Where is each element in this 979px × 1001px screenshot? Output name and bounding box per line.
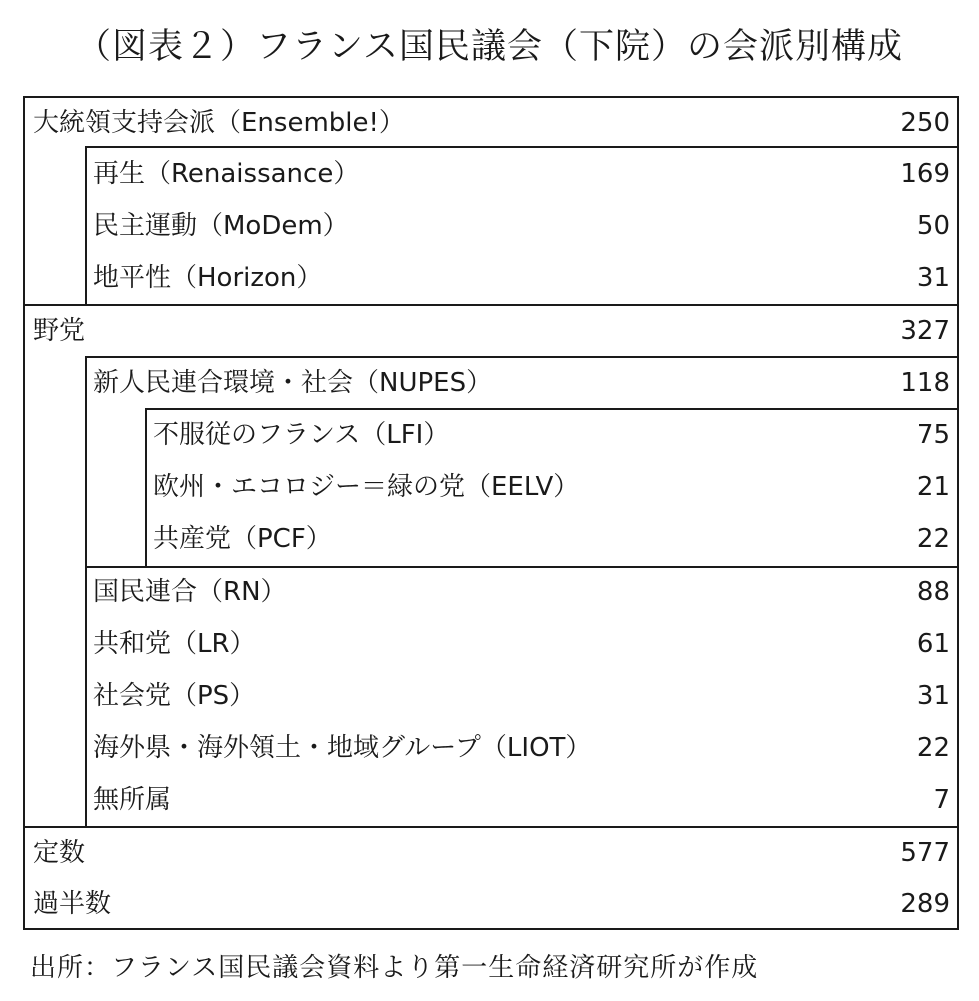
- row-value: 577: [900, 838, 950, 868]
- row-label: 再生（Renaissance）: [93, 159, 360, 189]
- row-label: 大統領支持会派（Ensemble!）: [33, 108, 405, 138]
- table-row: [153, 513, 950, 565]
- table-row: [93, 774, 950, 826]
- table-row: [93, 618, 950, 670]
- row-value: 61: [916, 629, 950, 659]
- row-value: 169: [900, 159, 950, 189]
- row-label: 野党: [33, 316, 86, 346]
- table-row: [33, 827, 950, 879]
- row-value: 22: [916, 733, 950, 763]
- table-row: [93, 200, 950, 252]
- table-row: [93, 566, 950, 618]
- table-row: [153, 461, 950, 513]
- row-label: 海外県・海外領土・地域グループ（LIOT）: [93, 733, 592, 763]
- row-label: 不服従のフランス（LFI）: [153, 420, 450, 450]
- row-label: 国民連合（RN）: [93, 577, 287, 607]
- table-row: [33, 305, 950, 357]
- table-row: [93, 357, 950, 409]
- row-value: 289: [900, 889, 950, 919]
- row-value: 50: [916, 211, 950, 241]
- row-value: 88: [916, 577, 950, 607]
- row-value: 31: [916, 681, 950, 711]
- table-row: [93, 252, 950, 304]
- row-value: 22: [916, 524, 950, 554]
- row-value: 31: [916, 263, 950, 293]
- row-label: 欧州・エコロジー＝緑の党（EELV）: [153, 472, 580, 502]
- row-label: 共産党（PCF）: [153, 524, 332, 554]
- table-row: [33, 878, 950, 930]
- row-label: 共和党（LR）: [93, 629, 256, 659]
- row-value: 327: [900, 316, 950, 346]
- row-label: 民主運動（MoDem）: [93, 211, 349, 241]
- row-label: 地平性（Horizon）: [93, 263, 323, 293]
- source-note: 出所：フランス国民議会資料より第一生命経済研究所が作成: [30, 953, 759, 983]
- table-row: [153, 409, 950, 461]
- row-value: 118: [900, 368, 950, 398]
- table-row: [93, 670, 950, 722]
- row-value: 75: [916, 420, 950, 450]
- row-label: 新人民連合環境・社会（NUPES）: [93, 368, 493, 398]
- row-label: 過半数: [33, 889, 112, 919]
- row-label: 社会党（PS）: [93, 681, 256, 711]
- row-label: 定数: [33, 838, 86, 868]
- page-title: （図表２）フランス国民議会（下院）の会派別構成: [76, 27, 903, 67]
- table-row: [33, 97, 950, 149]
- row-value: 250: [900, 108, 950, 138]
- table-row: [93, 148, 950, 200]
- table-row: [93, 722, 950, 774]
- row-value: 21: [916, 472, 950, 502]
- row-value: 7: [933, 785, 950, 815]
- row-label: 無所属: [93, 785, 172, 815]
